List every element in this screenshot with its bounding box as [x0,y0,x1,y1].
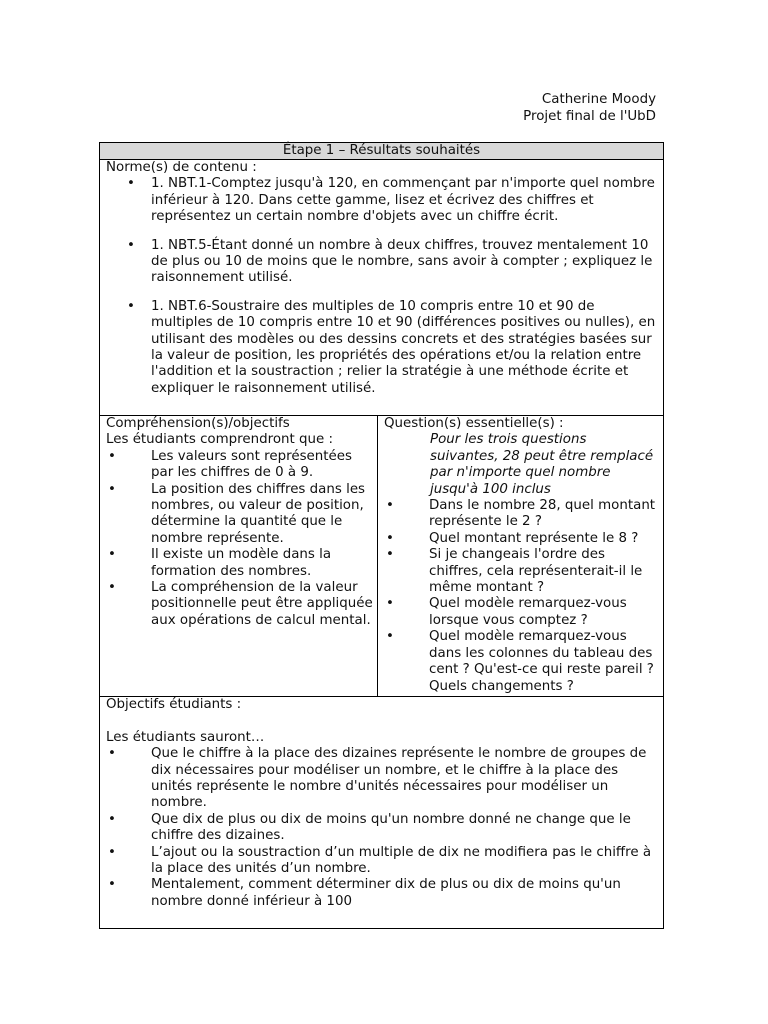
norms-cell [100,160,664,416]
stage-title: Étape 1 – Résultats souhaités [100,143,664,160]
norm-item: • 1. NBT.6-Soustraire des multiples de 10 compris entre 10 et 90 de multiples de 10 compris entre 10 et 90 (différences positives ou nulles), en utilisant des modèles ou des dessins concrets et des stratégies basées sur la valeur de position, les propriétés des opérations et/ou la relation entre l'addition et la soustraction ; relier la stratégie à une méthode écrite et expliquer le raisonnement utilisé. [151,299,659,397]
understanding-item: • Les valeurs sont représentées par les chiffres de 0 à 9. [151,449,373,482]
understandings-intro: Les étudiants comprendront que : [106,432,333,448]
question-item: • Dans le nombre 28, quel montant représente le 2 ? [429,498,659,531]
understandings-cell [100,416,378,697]
objectives-intro: Les étudiants sauront… [106,729,265,745]
norm-item: • 1. NBT.1-Comptez jusqu'à 120, en commençant par n'importe quel nombre inférieur à 120. Dans cette gamme, lisez et écrivez des chiffres et représentez un certain nombre d'objets avec un chiffre écrit. [151,176,659,225]
question-item: • Si je changeais l'ordre des chiffres, cela représenterait-il le même montant ? [429,547,659,596]
objective-item: • L’ajout ou la soustraction d’un multiple de dix ne modifiera pas le chiffre à la place des unités d’un nombre. [151,845,659,878]
document-header [523,91,656,125]
spacer [106,713,659,729]
objectives-list [106,746,659,910]
norms-list [106,176,659,397]
stage-table [99,142,664,929]
objectives-row [100,697,664,929]
question-item: • Quel modèle remarquez-vous dans les colonnes du tableau des cent ? Qu'est-ce qui reste pareil ? Quels changements ? [429,629,659,695]
project-title: Projet final de l'UbD [523,109,656,124]
norms-row [100,160,664,416]
understanding-item: • La compréhension de la valeur positionnelle peut être appliquée aux opérations de calcul mental. [151,580,373,629]
objective-item: • Que le chiffre à la place des dizaines représente le nombre de groupes de dix nécessaires pour modéliser un nombre, et le chiffre à la place des unités représente le nombre d'unités nécessaires pour modéliser un nombre. [151,746,659,812]
stage-header-row [100,143,664,160]
questions-label: Question(s) essentielle(s) : [384,416,564,431]
norm-item: • 1. NBT.5-Étant donné un nombre à deux chiffres, trouvez mentalement 10 de plus ou 10 de moins que le nombre, sans avoir à compter ; expliquez le raisonnement utilisé. [151,238,659,287]
norms-label: Norme(s) de contenu : [106,160,257,175]
understandings-questions-row [100,416,664,697]
understanding-item: • La position des chiffres dans les nombres, ou valeur de position, détermine la quantité que le nombre représente. [151,482,373,548]
understandings-label: Compréhension(s)/objectifs [106,416,290,431]
question-item: • Quel montant représente le 8 ? [429,531,659,547]
author-name: Catherine Moody [541,92,656,107]
questions-intro: Pour les trois questions suivantes, 28 peut être remplacé par n'importe quel nombre jusqu'à 100 inclus [430,432,654,497]
objective-item: • Mentalement, comment déterminer dix de plus ou dix de moins qu'un nombre donné inférieur à 100 [151,877,659,910]
objectives-label: Objectifs étudiants : [106,697,242,712]
objectives-cell [100,697,664,929]
understandings-list [106,449,373,629]
understanding-item: • Il existe un modèle dans la formation des nombres. [151,547,373,580]
questions-list [384,498,659,695]
question-item: • Quel modèle remarquez-vous lorsque vous comptez ? [429,596,659,629]
questions-cell [378,416,664,697]
objective-item: • Que dix de plus ou dix de moins qu'un nombre donné ne change que le chiffre des dizaines. [151,812,659,845]
